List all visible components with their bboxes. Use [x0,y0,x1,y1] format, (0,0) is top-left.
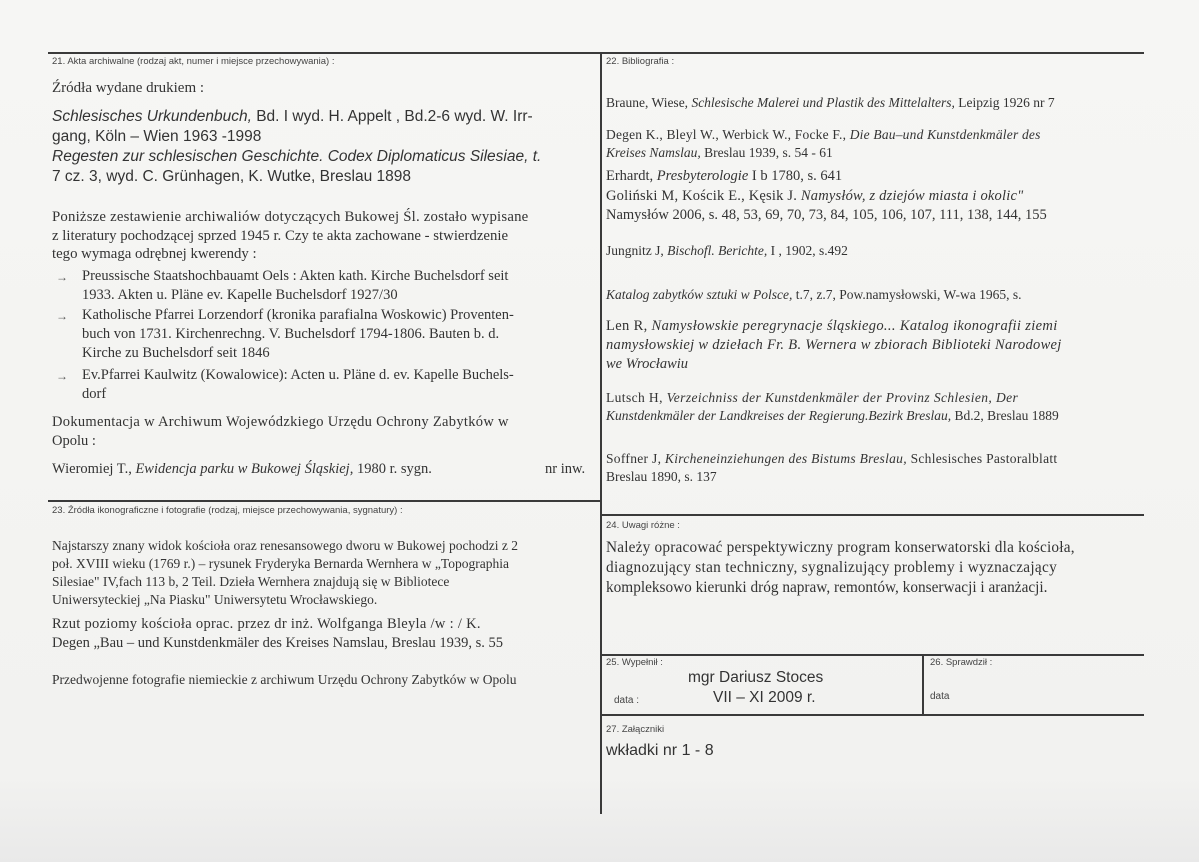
documentation-line1: Dokumentacja w Archiwum Wojewódzkiego Urzędu Ochrony Zabytków w [52,414,509,430]
iconography-p1-line1: Najstarszy znany widok kościoła oraz renesansowego dworu w Bukowej pochodzi z 2 [52,538,518,553]
publication-1-details: Bd. I wyd. H. Appelt , Bd.2-6 wyd. W. Irr- [251,108,533,125]
documentation-author: Wieromiej T., [52,461,136,477]
section-25-label: 25. Wypełnił : [606,657,663,668]
entry-title: Kircheneinziehungen des Bistums Breslau, [664,451,907,466]
archive-item-1-line2: 1933. Akten u. Pläne ev. Kapelle Buchelsdorf 1927/30 [82,287,398,303]
entry-title: Kreises Namslau, [606,145,701,160]
archive-item-2-line2: buch von 1731. Kirchenrechng. V. Buchelsdorf 1794-1806. Bauten b. d. [82,326,500,342]
bibliography-entry-7-line3: we Wrocławiu [606,356,689,372]
entry-details: t.7, z.7, Pow.namysłowski, W-wa 1965, s. [792,287,1022,302]
section-27-label: 27. Załączniki [606,724,665,735]
documentation-line2: Opolu : [52,433,96,449]
archive-note-line1: Poniższe zestawienie archiwaliów dotyczących Bukowej Śl. zostało wypisane [52,209,529,225]
iconography-p3: Przedwojenne fotografie niemieckie z archiwum Urzędu Ochrony Zabytków w Opolu [52,672,517,687]
iconography-p1-line2: poł. XVIII wieku (1769 r.) – rysunek Fryderyka Bernarda Wernhera w „Topographia [52,556,509,571]
bibliography-entry-9-line2: Breslau 1890, s. 137 [606,469,717,484]
bibliography-entry-5 [606,243,848,259]
sign-divider [922,654,924,714]
entry-author: Lutsch H, [606,390,667,405]
section-24-label: 24. Uwagi różne : [606,520,680,531]
entry-title: Namysłowskie peregrynacje śląskiego... Katalog ikonografii ziemi [651,318,1058,334]
bibliography-entry-7-line2: namysłowskiej w dziełach Fr. B. Wernera w zbiorach Biblioteki Narodowej [606,337,1062,353]
filled-by-name: mgr Dariusz Stoces [688,669,824,686]
attachments-value: wkładki nr 1 - 8 [606,742,714,759]
vertical-divider [600,52,602,814]
top-rule [48,52,1144,54]
entry-author: Degen K., Bleyl W., Werbick W., Focke F., [606,127,850,142]
publication-1-line2: gang, Köln – Wien 1963 -1998 [52,128,262,145]
filled-date-label: data : [614,695,640,706]
inventory-number-label: nr inw. [545,461,586,477]
bibliography-entry-2-line2 [606,145,833,161]
remarks-line3: kompleksowo kierunki dróg napraw, remontów, konserwacji i aranżacji. [606,579,1048,596]
arrow-icon: → [56,309,68,323]
entry-title: Verzeichniss der Kunstdenkmäler der Provinz Schlesien, Der [666,390,1019,405]
entry-author: Goliński M, Kościk E., Kęsik J. [606,188,801,204]
arrow-icon: → [56,270,68,284]
publication-1-title: Schlesisches Urkundenbuch, [52,108,252,125]
entry-author: Len R, [606,318,652,334]
entry-author: Braune, Wiese, [606,95,692,110]
left-mid-rule [48,500,601,502]
entry-title: Katalog zabytków sztuki w Polsce, [606,287,793,302]
bibliography-entry-3 [606,168,842,185]
bibliography-entry-4-line2: Namysłów 2006, s. 48, 53, 69, 70, 73, 84, 105, 106, 107, 111, 138, 144, 155 [606,207,1047,223]
archive-note-line2: z literatury pochodzącej sprzed 1945 r. Czy te akta zachowane - stwierdzenie [52,228,509,244]
remarks-line1: Należy opracować perspektywiczny program konserwatorski dla kościoła, [606,539,1075,556]
entry-details: Leipzig 1926 nr 7 [954,95,1055,110]
bibliography-entry-9 [606,451,1057,467]
entry-title: Presbyterologie [656,168,749,184]
section-26-label: 26. Sprawdził : [930,657,993,668]
iconography-p1-line3: Silesiae" IV,fach 113 b, 2 Teil. Dzieła Wernhera znajdują się w Bibliotece [52,574,450,589]
bibliography-entry-7 [606,318,1058,335]
entry-title: Schlesische Malerei und Plastik des Mittelalters, [691,95,955,110]
printed-sources-heading: Źródła wydane drukiem : [52,80,205,96]
entry-title: Namysłów, z dziejów miasta i okolic" [800,188,1024,204]
entry-title: Die Bau–und Kunstdenkmäler des [849,127,1041,142]
bibliography-entry-1 [606,95,1055,111]
iconography-p2-line2: Degen „Bau – und Kunstdenkmäler des Kreises Namslau, Breslau 1939, s. 55 [52,635,504,651]
entry-details: Bd.2, Breslau 1889 [951,408,1059,423]
entry-author: Erhardt, [606,168,657,184]
entry-details: Breslau 1939, s. 54 - 61 [700,145,833,160]
archive-item-3-line1: Ev.Pfarrei Kaulwitz (Kowalowice): Acten u. Pläne d. ev. Kapelle Buchels- [82,367,514,383]
bibliography-entry-8-line2 [606,408,1059,424]
right-sign-rule [600,654,1144,656]
arrow-icon: → [56,369,68,383]
section-21-label: 21. Akta archiwalne (rodzaj akt, numer i miejsce przechowywania) : [52,56,335,67]
section-22-label: 22. Bibliografia : [606,56,675,67]
entry-author: Soffner J, [606,451,665,466]
bibliography-entry-2 [606,127,1041,143]
entry-title: Bischofl. Berichte, [667,243,768,258]
iconography-p2-line1: Rzut poziomy kościoła oprac. przez dr inż. Wolfganga Bleyla /w : / K. [52,616,481,632]
archive-item-2-line3: Kirche zu Buchelsdorf seit 1846 [82,345,270,361]
entry-details: I , 1902, s.492 [767,243,848,258]
documentation-title: Ewidencja parku w Bukowej Śląskiej, [135,461,354,477]
iconography-p1-line4: Uniwersyteckiej „Na Piasku" Uniwersytetu Wrocławskiego. [52,592,378,607]
documentation-signature: 1980 r. sygn. [353,461,432,477]
section-23-label: 23. Źródła ikonograficzne i fotografie (rodzaj, miejsce przechowywania, sygnatury) : [52,505,403,516]
entry-author: Jungnitz J, [606,243,668,258]
archive-note-line3: tego wymaga odrębnej kwerendy : [52,246,257,262]
bibliography-entry-8 [606,390,1018,406]
archive-item-2-line1: Katholische Pfarrei Lorzendorf (kronika parafialna Woskowic) Proventen- [82,307,514,323]
remarks-line2: diagnozujący stan techniczny, sygnalizujący problemy i wyznaczający [606,559,1058,576]
documentation-entry [52,461,432,478]
archive-item-3-line2: dorf [82,386,107,402]
entry-details: I b 1780, s. 641 [748,168,843,184]
checked-date-label: data [930,691,950,702]
right-mid-rule [600,514,1144,516]
entry-title: Kunstdenkmäler der Landkreises der Regierung.Bezirk Breslau, [606,408,952,423]
filled-date: VII – XI 2009 r. [713,689,816,706]
bibliography-entry-4 [606,188,1023,205]
publication-1 [52,108,533,126]
entry-details: Schlesisches Pastoralblatt [906,451,1058,466]
attach-rule [600,714,1144,716]
publication-2-line2: 7 cz. 3, wyd. C. Grünhagen, K. Wutke, Breslau 1898 [52,168,411,185]
bibliography-entry-6 [606,287,1022,303]
archive-item-1-line1: Preussische Staatshochbauamt Oels : Akten kath. Kirche Buchelsdorf seit [82,268,509,284]
publication-2-line1: Regesten zur schlesischen Geschichte. Codex Diplomaticus Silesiae, t. [52,148,542,165]
